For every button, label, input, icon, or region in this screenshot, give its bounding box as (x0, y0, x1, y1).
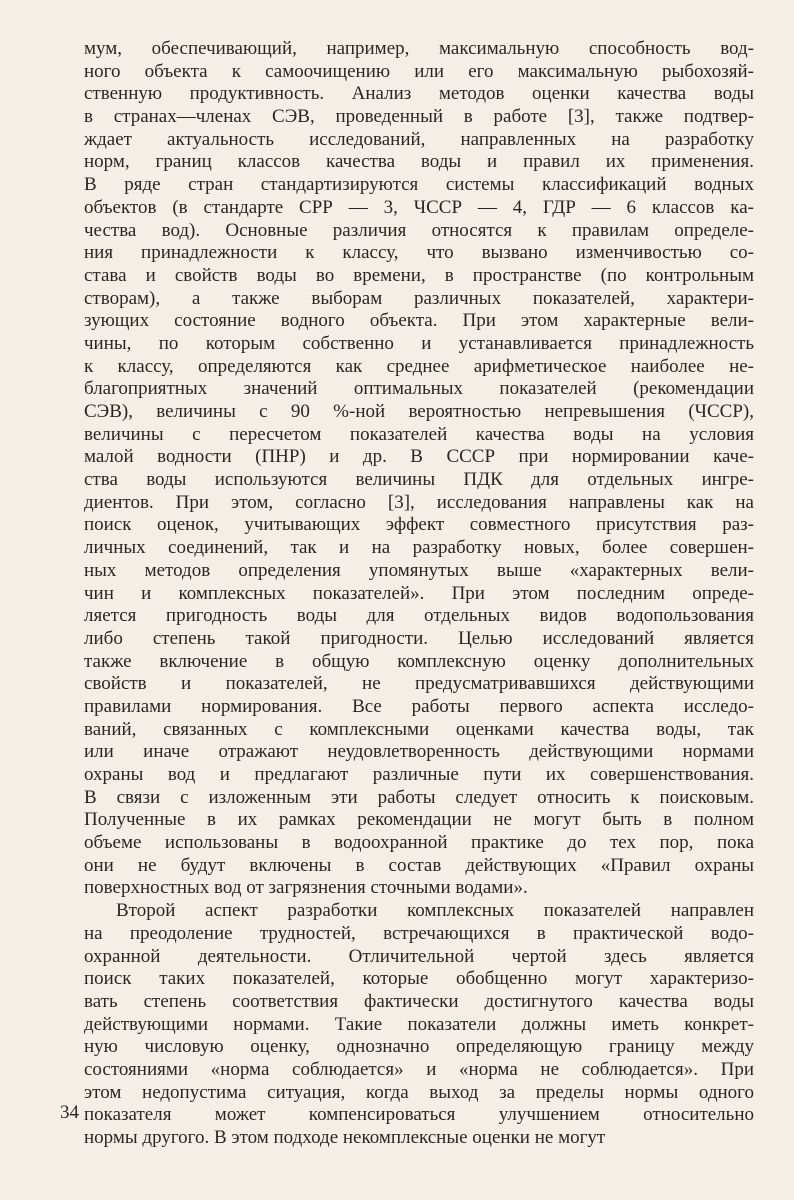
text-line: ства воды используются величины ПДК для отдельных ингре- (84, 469, 754, 491)
text-line: также включение в общую комплексную оценку дополнительных (84, 650, 754, 672)
text-line: в странах—членах СЭВ, проведенный в работе [3], также подтвер- (84, 106, 754, 128)
text-line: личных соединений, так и на разработку новых, более совершен- (84, 537, 754, 559)
text-line: Полученные в их рамках рекомендации не могут быть в полном (84, 809, 754, 831)
text-line: действующими нормами. Такие показатели должны иметь конкрет- (84, 1013, 754, 1035)
text-line: чества вод). Основные различия относятся к правилам определе- (84, 219, 754, 241)
text-line: ных методов определения упомянутых выше «характерных вели- (84, 559, 754, 581)
body-text (84, 38, 754, 1150)
text-line: ственную продуктивность. Анализ методов оценки качества воды (84, 83, 754, 105)
text-line: става и свойств воды во времени, в пространстве (по контрольным (84, 264, 754, 286)
text-line: охраны вод и предлагают различные пути их совершенствования. (84, 764, 754, 785)
text-line: мум, обеспечивающий, например, максимальную способность вод- (84, 38, 754, 59)
text-line: чины, по которым собственно и устанавливается принадлежность (84, 332, 754, 354)
text-line: В ряде стран стандартизируются системы классификаций водных (84, 174, 754, 196)
text-line: благоприятных значений оптимальных показателей (рекомендации (84, 378, 754, 400)
text-line: малой водности (ПНР) и др. В СССР при нормировании каче- (84, 446, 754, 468)
text-line: СЭВ), величины с 90 %-ной вероятностью непревышения (ЧССР), (84, 401, 754, 422)
text-line: свойств и показателей, не предусматривавшихся действующими (84, 673, 754, 695)
text-line: норм, границ классов качества воды и правил их применения. (84, 151, 754, 173)
text-line: или иначе отражают неудовлетворенность действующими нормами (84, 741, 754, 763)
text-line: ния принадлежности к классу, что вызвано изменчивостью со- (84, 242, 754, 264)
text-line: состояниями «норма соблюдается» и «норма не соблюдается». При (84, 1058, 754, 1080)
paragraph (84, 38, 754, 900)
text-line: створам), а также выборам различных показателей, характери- (84, 287, 754, 309)
text-line: Второй аспект разработки комплексных показателей направлен (116, 900, 754, 922)
text-line: зующих состояние водного объекта. При этом характерные вели- (84, 310, 754, 332)
text-line: величины с пересчетом показателей качества воды на условия (84, 423, 754, 445)
page-number: 34 (60, 1102, 79, 1123)
text-line: объектов (в стандарте СРР — 3, ЧССР — 4, ГДР — 6 классов ка- (84, 196, 754, 218)
text-line: на преодоление трудностей, встречающихся в практической водо- (84, 922, 754, 944)
text-line: В связи с изложенным эти работы следует относить к поисковым. (84, 786, 754, 808)
text-line: диентов. При этом, согласно [3], исследования направлены как на (84, 491, 754, 513)
text-line: ждает актуальность исследований, направленных на разработку (84, 128, 754, 150)
text-line: поиск оценок, учитывающих эффект совместного присутствия раз- (84, 514, 754, 536)
text-line: объеме использованы в водоохранной практике до тех пор, пока (84, 832, 754, 854)
text-line: они не будут включены в состав действующих «Правил охраны (84, 854, 754, 876)
text-line: чин и комплексных показателей». При этом последним опреде- (84, 582, 754, 604)
paragraph (84, 900, 754, 1150)
text-line: этом недопустима ситуация, когда выход за пределы нормы одного (84, 1081, 754, 1103)
text-line: поверхностных вод от загрязнения сточными водами». (84, 877, 528, 899)
text-line: либо степень такой пригодности. Целью исследований является (84, 627, 754, 649)
text-line: показателя может компенсироваться улучшением относительно (84, 1104, 754, 1126)
text-line: вать степень соответствия фактически достигнутого качества воды (84, 990, 754, 1012)
text-line: к классу, определяются как среднее арифметическое наиболее не- (84, 355, 754, 377)
text-line: правилами нормирования. Все работы первого аспекта исследо- (84, 695, 754, 717)
text-line: поиск таких показателей, которые обобщенно могут характеризо- (84, 968, 754, 990)
text-line: охранной деятельности. Отличительной чертой здесь является (84, 945, 754, 967)
text-line: ляется пригодность воды для отдельных видов водопользования (84, 605, 754, 627)
text-line: нормы другого. В этом подходе некомплексные оценки не могут (84, 1127, 606, 1148)
text-line: ную числовую оценку, однозначно определяющую границу между (84, 1036, 754, 1058)
text-line: ного объекта к самоочищению или его максимальную рыбохозяй- (84, 60, 754, 82)
text-line: ваний, связанных с комплексными оценками качества воды, так (84, 718, 754, 740)
